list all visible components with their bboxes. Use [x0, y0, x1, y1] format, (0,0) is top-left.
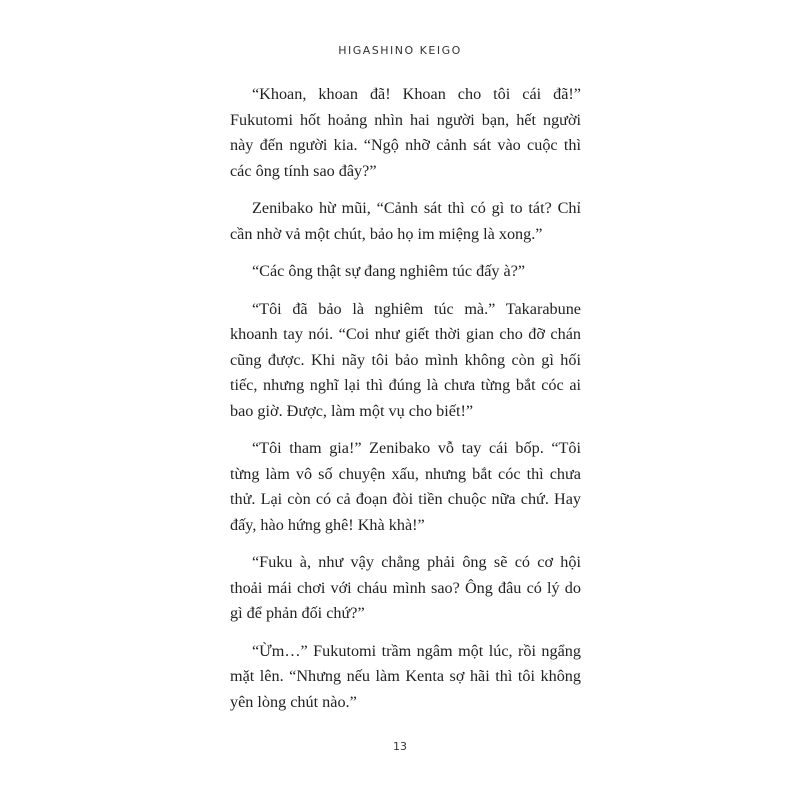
paragraph: “Tôi tham gia!” Zenibako vỗ tay cái bốp. “Tôi từng làm vô số chuyện xấu, nhưng bắt cóc thì chưa thử. Lại còn có cả đoạn đòi tiền chuộc nữa chứ. Hay đấy, hào hứng ghê! Khà khà!” [230, 439, 581, 534]
paragraph: “Khoan, khoan đã! Khoan cho tôi cái đã!” Fukutomi hốt hoảng nhìn hai người bạn, hết người này đến người kia. “Ngộ nhỡ cảnh sát vào cuộc thì các ông tính sao đây?” [230, 85, 581, 180]
paragraph: “Tôi đã bảo là nghiêm túc mà.” Takarabune khoanh tay nói. “Coi như giết thời gian cho đỡ chán cũng được. Khi nãy tôi bảo mình không còn gì hối tiếc, nhưng nghĩ lại thì đúng là chưa từng bắt cóc ai bao giờ. Được, làm một vụ cho biết!” [230, 299, 581, 420]
paragraph: Zenibako hừ mũi, “Cảnh sát thì có gì to tát? Chỉ cần nhờ vả một chút, bảo họ im miệng là xong.” [230, 199, 581, 243]
running-header-author: HIGASHINO KEIGO [338, 44, 462, 57]
paragraph: “Ừm…” Fukutomi trầm ngâm một lúc, rồi ngẩng mặt lên. “Nhưng nếu làm Kenta sợ hãi thì tôi không yên lòng chút nào.” [230, 641, 581, 711]
paragraph: “Các ông thật sự đang nghiêm túc đấy à?” [252, 262, 526, 280]
page-number: 13 [393, 740, 407, 753]
body-text [230, 82, 581, 727]
paragraph: “Fuku à, như vậy chẳng phải ông sẽ có cơ hội thoải mái chơi với cháu mình sao? Ông đâu có lý do gì để phản đối chứ?” [230, 553, 581, 622]
